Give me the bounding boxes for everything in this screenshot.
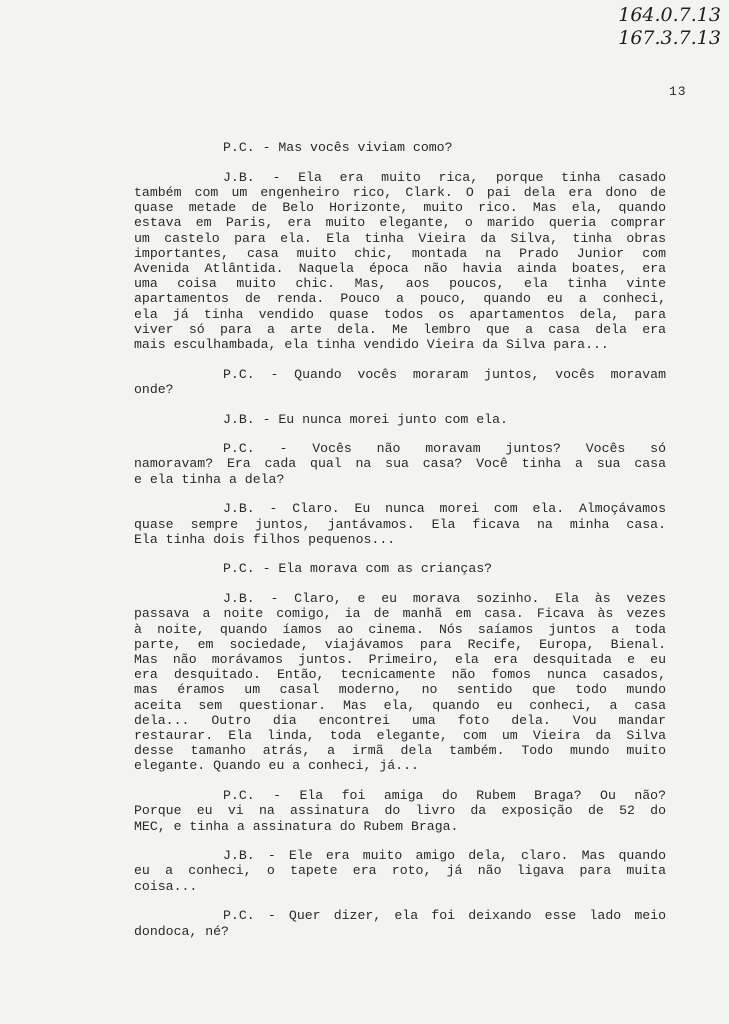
transcript-line: J.B. - Claro. Eu nunca morei com ela. Almoçávamos — [223, 501, 666, 517]
transcript-line: P.C. - Quer dizer, ela foi deixando esse lado meio — [223, 908, 666, 924]
transcript-paragraph — [134, 591, 666, 773]
transcript-line: ela já tinha vendido quase todos os apartamentos dela, para — [134, 306, 666, 322]
annotation-line-1: 164.0.7.13 — [618, 4, 721, 26]
transcript-line: Porque eu vi na assinatura do livro da exposição de 52 do — [134, 803, 666, 819]
transcript-line: quase sempre juntos, jantávamos. Ela ficava na minha casa. — [134, 516, 666, 532]
transcript-line: J.B. - Ele era muito amigo dela, claro. Mas quando — [223, 848, 666, 864]
transcript-line: Avenida Atlântida. Naquela época não havia ainda boates, era — [134, 260, 666, 276]
transcript-paragraph — [134, 848, 666, 894]
transcript-line: à noite, quando íamos ao cinema. Nós saíamos juntos a toda — [134, 621, 666, 637]
transcript-line: parte, em sociedade, viajávamos para Recife, Europa, Bienal. — [134, 636, 666, 652]
transcript-line: era desquitado. Então, tecnicamente não fomos nunca casados, — [134, 667, 666, 683]
transcript-paragraph — [134, 441, 666, 487]
transcript-line: Mas não morávamos juntos. Primeiro, ela era desquitada e eu — [134, 651, 666, 667]
transcript-paragraph — [134, 412, 666, 427]
transcript-line: J.B. - Claro, e eu morava sozinho. Ela às vezes — [223, 591, 666, 607]
transcript-line: namoravam? Era cada qual na sua casa? Você tinha a sua casa — [134, 456, 666, 472]
transcript-line: aceita sem questionar. Mas ela, quando eu conheci, a casa — [134, 697, 666, 713]
transcript-line: um castelo para ela. Ela tinha Vieira da Silva, tinha obras — [134, 230, 666, 246]
transcript-line: apartamentos de renda. Pouco a pouco, quando eu a conheci, — [134, 291, 666, 307]
transcript-line: restaurar. Ela linda, toda elegante, com um Vieira da Silva — [134, 728, 666, 743]
page-number: 13 — [669, 84, 687, 99]
interview-transcript — [134, 140, 666, 953]
transcript-line: P.C. - Ela morava com as crianças? — [223, 561, 493, 577]
transcript-line: J.B. - Ela era muito rica, porque tinha casado — [223, 169, 666, 185]
transcript-line: elegante. Quando eu a conheci, já... — [134, 758, 419, 774]
transcript-paragraph — [134, 561, 666, 576]
transcript-line: viver só para a arte dela. Me lembro que a casa dela era — [134, 321, 666, 337]
handwritten-annotation — [618, 4, 721, 50]
transcript-line: P.C. - Ela foi amiga do Rubem Braga? Ou não? — [223, 788, 666, 804]
transcript-line: desse tamanho atrás, a irmã dela também. Todo mundo muito — [134, 743, 666, 759]
transcript-line: P.C. - Vocês não moravam juntos? Vocês só — [223, 441, 666, 457]
transcript-paragraph — [134, 788, 666, 834]
transcript-line: MEC, e tinha a assinatura do Rubem Braga. — [134, 818, 459, 834]
transcript-line: passava a noite comigo, ia de manhã em casa. Ficava às vezes — [134, 606, 666, 622]
transcript-line: mas éramos um casal moderno, no sentido que todo mundo — [134, 682, 666, 698]
transcript-paragraph — [134, 140, 666, 155]
transcript-line: estava em Paris, era muito elegante, o marido queria comprar — [134, 215, 666, 231]
transcript-line: dondoca, né? — [134, 923, 229, 939]
transcript-line: quase metade de Belo Horizonte, muito rico. Mas ela, quando — [134, 200, 666, 216]
transcript-line: também com um engenheiro rico, Clark. O pai dela era dono de — [134, 184, 666, 200]
transcript-line: P.C. - Quando vocês moraram juntos, vocês moravam — [223, 366, 666, 382]
transcript-paragraph — [134, 501, 666, 547]
transcript-line: eu a conheci, o tapete era roto, já não ligava para muita — [134, 863, 666, 879]
transcript-paragraph — [134, 908, 666, 938]
transcript-line: importantes, casa muito chic, montada na Prado Junior com — [134, 245, 666, 261]
transcript-line: dela... Outro dia encontrei uma foto dela. Vou mandar — [134, 712, 666, 728]
transcript-line: mais esculhambada, ela tinha vendido Vieira da Silva para... — [134, 336, 609, 352]
transcript-line: uma coisa muito chic. Mas, aos poucos, ela tinha vinte — [134, 276, 666, 292]
transcript-line: J.B. - Eu nunca morei junto com ela. — [223, 411, 508, 427]
transcript-line: P.C. - Mas vocês viviam como? — [223, 140, 453, 155]
transcript-paragraph — [134, 170, 666, 352]
transcript-line: Ela tinha dois filhos pequenos... — [134, 531, 396, 547]
annotation-line-2: 167.3.7.13 — [618, 27, 721, 49]
transcript-paragraph — [134, 367, 666, 397]
transcript-line: coisa... — [134, 878, 198, 894]
transcript-line: e ela tinha a dela? — [134, 471, 285, 487]
transcript-line: onde? — [134, 381, 174, 397]
